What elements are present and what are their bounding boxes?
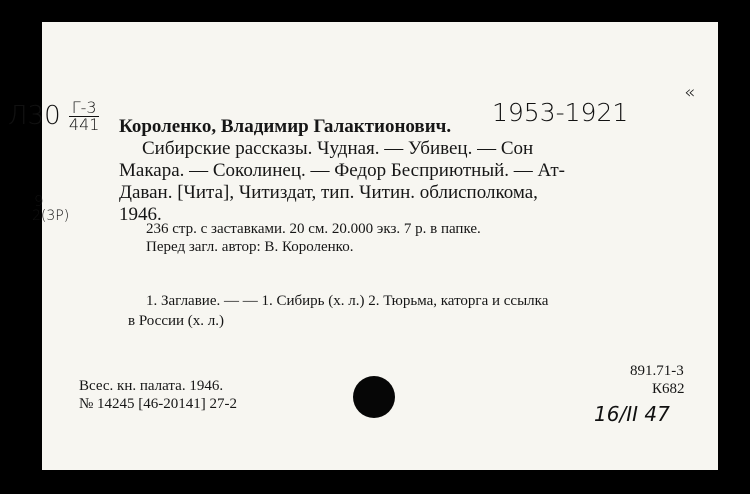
author-heading [119, 116, 451, 138]
author-note: Перед загл. автор: В. Короленко. [146, 239, 354, 255]
author-name: Короленко, Владимир Галактионович. [119, 116, 452, 137]
fraction-top: Г-3 [69, 100, 100, 117]
author-mark: К682 [652, 381, 685, 397]
fraction-bottom: 441 [68, 115, 100, 134]
chamber-line: Всес. кн. палата. 1946. [79, 378, 224, 394]
tracings-line-2: в России (х. л.) [128, 313, 225, 329]
call-number [8, 100, 99, 133]
call-note: 9 [34, 192, 44, 210]
title-line-2: Макара. — Соколинец. — Федор Бесприютный. — Ат- [119, 160, 565, 181]
author-dates-handwritten: 1953-1921 [492, 98, 629, 127]
title-line-4: 1946. [119, 204, 162, 225]
registration-number: № 14245 [46-20141] 27-2 [79, 396, 238, 412]
punch-hole [353, 376, 395, 418]
call-number-prefix: Л30 [8, 101, 61, 131]
catalog-card [8, 22, 718, 470]
physical-description: 236 стр. с заставками. 20 см. 20.000 экз. 7 р. в папке. [146, 221, 481, 237]
title-line-3: Даван. [Чита], Читиздат, тип. Читин. облисполкома, [119, 182, 538, 203]
handwritten-date: 16/II 47 [594, 402, 670, 426]
call-number-fraction [69, 100, 100, 133]
tracings-line-1: 1. Заглавие. — — 1. Сибирь (х. л.) 2. Тюрьма, каторга и ссылка [146, 293, 549, 309]
class-number: 891.71-3 [630, 363, 684, 379]
corner-mark: « [684, 82, 696, 103]
title-line-1: Сибирские рассказы. Чудная. — Убивец. — Сон [142, 138, 534, 159]
call-note-2: 2(3Р) [32, 208, 70, 224]
